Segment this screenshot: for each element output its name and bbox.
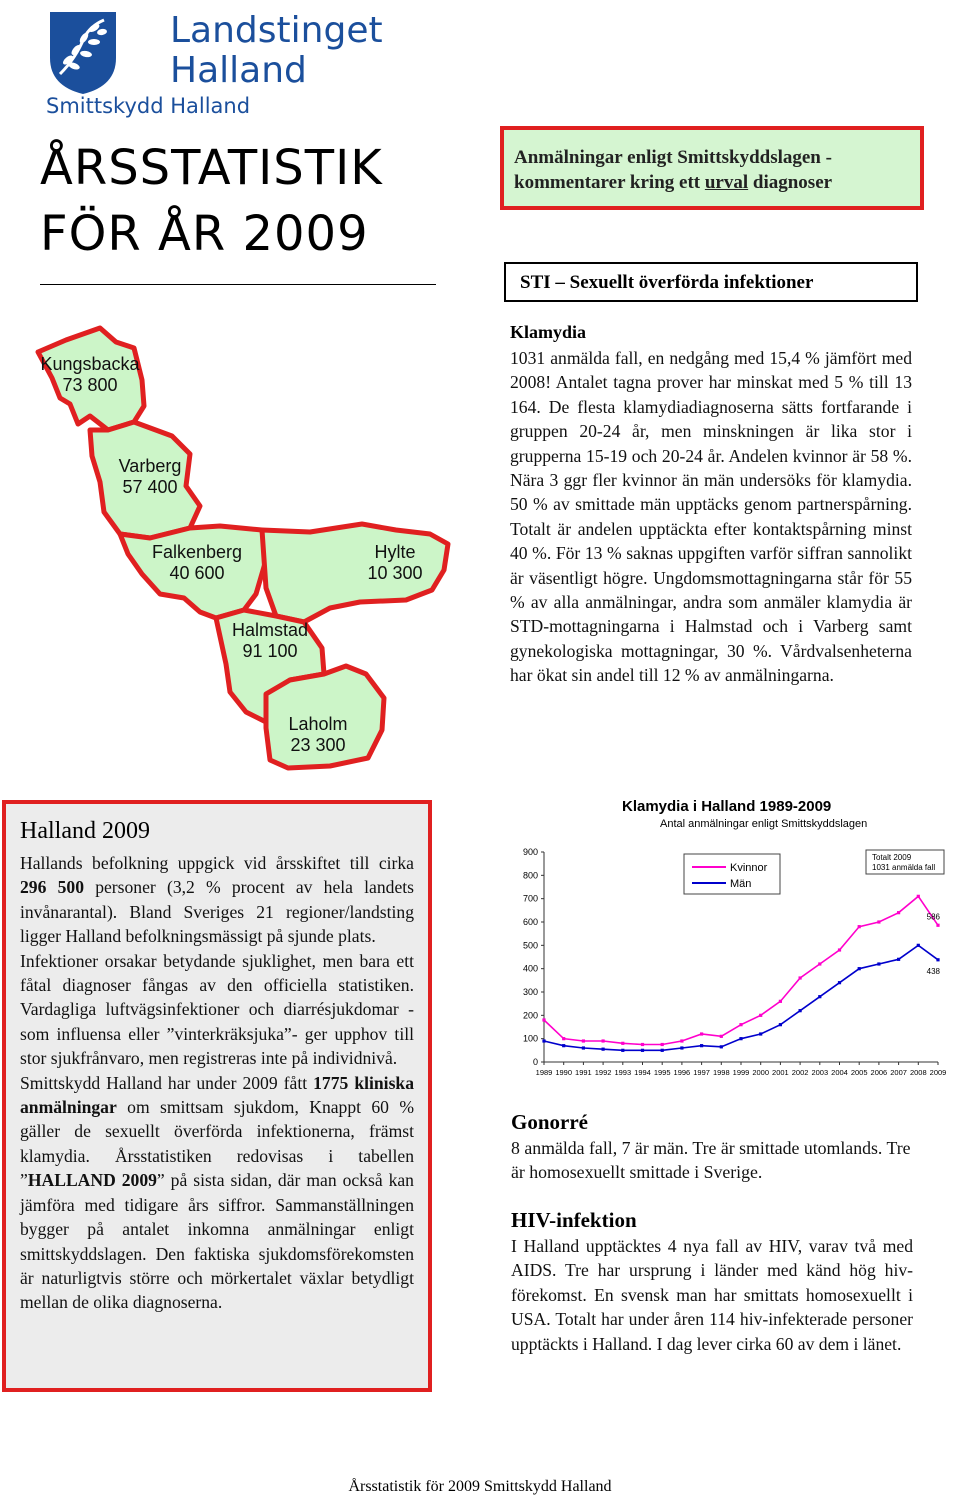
table-reference: HALLAND 2009	[27, 1170, 157, 1191]
series-1-point	[759, 1032, 762, 1035]
region-name: Varberg	[118, 456, 182, 476]
series-1-point	[799, 1009, 802, 1012]
series-0-point	[700, 1032, 703, 1035]
report-count: 1775 kliniska anmälningar	[20, 1072, 414, 1118]
series-0-point	[818, 962, 821, 965]
series-0-point	[858, 925, 861, 928]
map-label-falkenberg	[132, 542, 262, 584]
x-tick-label: 2008	[909, 1068, 927, 1077]
data-label-1: 438	[926, 966, 940, 976]
series-0-point	[542, 1018, 545, 1021]
series-0-point	[661, 1043, 664, 1046]
x-tick-label: 2007	[890, 1068, 907, 1077]
series-1-point	[700, 1044, 703, 1047]
page-title-line-1: ÅRSSTATISTIK	[40, 140, 383, 196]
y-tick-label: 200	[522, 1010, 538, 1021]
series-0-point	[739, 1023, 742, 1026]
logo-emblem-icon	[46, 8, 158, 96]
logo-line-1: Landstinget	[170, 10, 383, 51]
x-tick-label: 1989	[535, 1068, 553, 1077]
series-0-point	[680, 1039, 683, 1042]
total-line-1: Totalt 2009	[872, 853, 912, 862]
y-tick-label: 400	[522, 963, 538, 974]
x-tick-label: 1990	[555, 1068, 573, 1077]
x-tick-label: 1993	[614, 1068, 632, 1077]
y-tick-label: 900	[522, 847, 538, 857]
y-tick-label: 100	[522, 1033, 538, 1044]
series-0-point	[720, 1035, 723, 1038]
text-run: Smittskydd Halland har under 2009 fått	[20, 1072, 314, 1093]
reporting-header-box	[500, 126, 924, 210]
x-tick-label: 2000	[752, 1068, 770, 1077]
map-label-varberg	[92, 456, 208, 498]
halland-paragraph-1	[20, 851, 414, 949]
region-population: 57 400	[122, 477, 178, 497]
series-0-point	[582, 1039, 585, 1042]
legend-label-kvinnor: Kvinnor	[730, 862, 768, 874]
series-1-point	[917, 944, 920, 947]
region-population: 73 800	[62, 375, 118, 395]
series-1-point	[641, 1049, 644, 1052]
y-tick-label: 600	[522, 917, 538, 927]
series-0-point	[838, 948, 841, 951]
y-tick-label: 500	[522, 940, 538, 951]
logo	[46, 8, 383, 118]
map-label-laholm	[260, 714, 376, 756]
y-tick-label: 800	[522, 870, 538, 881]
halland-paragraph-2: Infektioner orsakar betydande sjuklighet, men bara ett fåtal diagnoser fångas av den officiella statistiken. Vardagliga luftvägsinfektioner och diarrésjukdomar - som influensa eller ”vinterkräksjuka”- ger upphov till stor sjukfrånvaro, men registreras inte på individnivå.	[20, 950, 414, 1069]
total-line-2: 1031 anmälda fall	[872, 863, 936, 872]
title-divider	[40, 284, 436, 285]
klamydia-text: 1031 anmälda fall, en nedgång med 15,4 % jämfört med 2008! Antalet tagna prover har minskat med 5 % till 13 164. De flesta klamydiadiagnoserna sätts fortfarande i gruppen 20-24 år, men minskningen är lika stor i grupperna 15-19 och 20-24 år. Andelen kvinnor är 58 %. Nära 3 ggr fler kvinnor än män undersöks för klamydia. 50 % av smittade män upptäcks genom partnerspårning. Totalt är andelen upptäckta efter kontaktspårning minst 40 %. För 13 % saknas uppgiften varför siffran sannolikt är väsentligt högre. Ungdomsmottagningarna står för 55 % av alla anmälningar, andra som anmäler klamydia är STD-mottagningarna i Halmstad och i Varberg samt gynekologiska mottagningar, 30 %. Vårdvalsenheterna har ökat sin andel till 12 % av anmälningarna.	[510, 348, 912, 686]
population-value: 296 500	[20, 877, 84, 898]
text-run: om smittsam sjukdom, Knappt 60 % gäller de sexuellt överförda infektionerna, främst klamydia. Årsstatistiken redovisas i tabellen ”	[20, 1097, 414, 1191]
map-label-halmstad	[212, 620, 328, 662]
y-tick-label: 700	[522, 893, 538, 904]
series-line-0	[544, 896, 938, 1044]
series-1-point	[602, 1048, 605, 1051]
x-tick-label: 2004	[831, 1068, 848, 1077]
chart-x-axis	[536, 1062, 947, 1077]
x-tick-label: 1996	[673, 1068, 691, 1077]
x-tick-label: 2001	[772, 1068, 789, 1077]
region-name: Laholm	[288, 714, 348, 734]
series-0-point	[641, 1043, 644, 1046]
region-name: Hylte	[374, 542, 416, 562]
gonorre-text: 8 anmälda fall, 7 är män. Tre är smittade utomlands. Tre är homosexuellt smittade i Sverige.	[511, 1138, 911, 1183]
map-label-hylte	[330, 542, 460, 584]
series-0-point	[897, 911, 900, 914]
y-tick-label: 300	[522, 987, 538, 997]
reporting-header-underlined: urval	[704, 172, 749, 193]
halland-body	[20, 851, 414, 1315]
series-1-point	[720, 1045, 723, 1048]
series-0-point	[602, 1039, 605, 1042]
series-0-point	[621, 1042, 624, 1045]
reporting-header-text-end: diagnoser	[748, 172, 833, 193]
region-name: Kungsbacka	[40, 354, 140, 374]
logo-line-3: Smittskydd Halland	[46, 94, 251, 118]
reporting-header-text: kommentarer kring ett	[514, 172, 705, 193]
series-0-point	[936, 924, 939, 927]
x-tick-label: 2002	[791, 1068, 809, 1077]
region-population: 10 300	[367, 563, 423, 583]
y-tick-label: 0	[532, 1057, 538, 1067]
series-0-point	[759, 1014, 762, 1017]
halland-heading: Halland 2009	[20, 818, 150, 844]
x-tick-label: 2005	[850, 1068, 868, 1077]
x-tick-label: 1998	[712, 1068, 730, 1077]
halland-paragraph-3	[20, 1071, 414, 1315]
text-run: ” på sista sidan, där man också kan jämföra med tidigare års siffror. Sammanställningen bygger på antalet inkomna anmälningar enligt smittskyddslagen. Den faktiska sjukdomsförekomsten är naturligtvis större och mörkertalet växlar betydligt mellan de olika diagnoserna.	[20, 1170, 414, 1313]
series-0-point	[799, 976, 802, 979]
x-tick-label: 2003	[811, 1068, 829, 1077]
series-1-point	[779, 1023, 782, 1026]
series-1-point	[680, 1046, 683, 1049]
series-1-point	[936, 958, 939, 961]
series-1-point	[838, 981, 841, 984]
x-tick-label: 1994	[634, 1068, 651, 1077]
x-tick-label: 1991	[575, 1068, 592, 1077]
gonorre-heading: Gonorré	[511, 1110, 588, 1134]
page-footer: Årsstatistik för 2009 Smittskydd Halland	[348, 1478, 612, 1495]
sti-section-box: STI – Sexuellt överförda infektioner	[504, 262, 918, 302]
x-tick-label: 1992	[594, 1068, 612, 1077]
series-1-point	[582, 1046, 585, 1049]
region-name: Halmstad	[231, 620, 309, 640]
series-0-point	[877, 920, 880, 923]
series-1-point	[877, 962, 880, 965]
series-1-point	[739, 1037, 742, 1040]
halland-map	[30, 318, 470, 788]
x-tick-label: 2006	[870, 1068, 888, 1077]
series-1-point	[562, 1044, 565, 1047]
series-line-1	[544, 945, 938, 1050]
hiv-heading: HIV-infektion	[511, 1208, 637, 1232]
series-0-point	[562, 1037, 565, 1040]
logo-line-2: Halland	[170, 50, 307, 91]
region-population: 91 100	[242, 641, 298, 661]
x-tick-label: 1999	[732, 1068, 750, 1077]
series-1-point	[661, 1049, 664, 1052]
series-1-point	[897, 958, 900, 961]
series-1-point	[858, 967, 861, 970]
reporting-header-line-1: Anmälningar enligt Smittskyddslagen -	[514, 147, 832, 168]
series-1-point	[542, 1039, 545, 1042]
chart-total-box	[866, 850, 944, 874]
series-1-point	[818, 995, 821, 998]
halland-2009-box	[2, 800, 432, 1392]
chart-subtitle: Antal anmälningar enligt Smittskyddslagen	[660, 818, 868, 830]
data-label-0: 586	[926, 912, 940, 922]
hiv-text: I Halland upptäcktes 4 nya fall av HIV, varav två med AIDS. Tre har ursprung i länder med känd hög hiv-förekomst. En svensk man har smittats homosexuellt i USA. Totalt har under åren 114 hiv-infekterade personer upptäckts i Halland. I dag lever cirka 60 av dem i länet.	[511, 1236, 913, 1354]
chart-y-axis	[523, 847, 544, 1067]
series-0-point	[917, 895, 920, 898]
klamydia-heading: Klamydia	[510, 322, 587, 342]
map-label-kungsbacka	[32, 354, 148, 396]
text-run: Hallands befolkning uppgick vid årsskiftet till cirka	[20, 853, 414, 873]
reporting-header-line-2	[514, 170, 910, 195]
chart-legend	[684, 854, 780, 894]
chart-title: Klamydia i Halland 1989-2009	[622, 798, 832, 815]
region-population: 23 300	[290, 735, 346, 755]
x-tick-label: 2009	[929, 1068, 947, 1077]
x-tick-label: 1997	[693, 1068, 710, 1077]
klamydia-line-chart	[506, 832, 958, 1088]
text-run: personer (3,2 % procent av hela landets invånarantal). Bland Sveriges 21 regioner/landsting ligger Halland befolkningsmässigt på sjunde plats.	[20, 877, 414, 947]
series-1-point	[621, 1049, 624, 1052]
page-title-line-2: FÖR ÅR 2009	[40, 206, 369, 262]
x-tick-label: 1995	[653, 1068, 671, 1077]
region-name: Falkenberg	[151, 542, 243, 562]
series-0-point	[779, 1000, 782, 1003]
region-population: 40 600	[169, 563, 225, 583]
legend-label-man: Män	[730, 878, 752, 890]
chart-series	[542, 895, 940, 1052]
